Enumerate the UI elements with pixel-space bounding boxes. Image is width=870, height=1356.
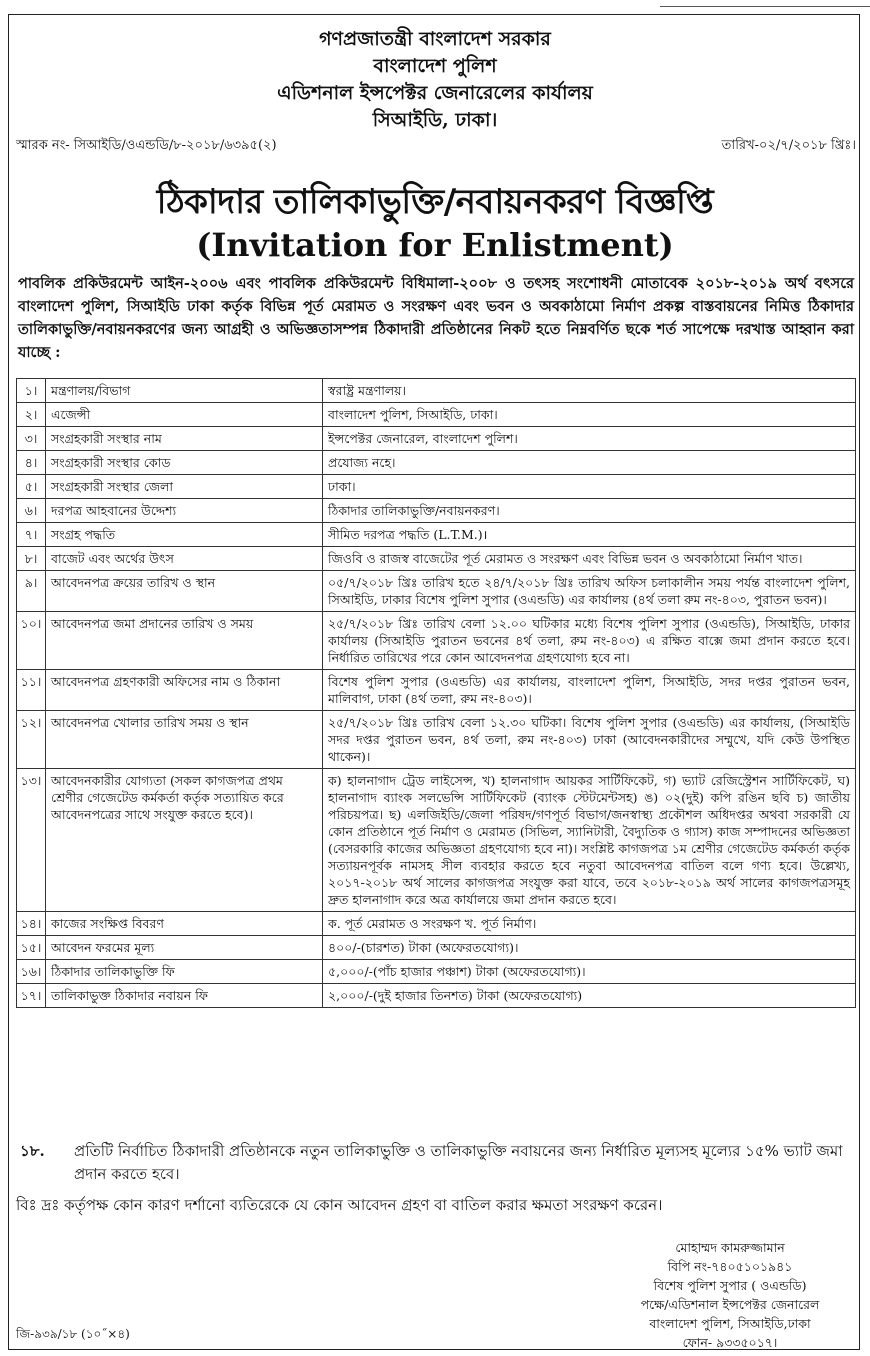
table-row	[17, 769, 856, 912]
table-row	[17, 984, 856, 1008]
row-serial: ১।	[17, 379, 46, 403]
row-serial: ৮।	[17, 547, 46, 571]
table-row	[17, 499, 856, 523]
row-serial: ২।	[17, 403, 46, 427]
row-value: বিশেষ পুলিশ সুপার (ওএন্ডডি) এর কার্যালয়, বাংলাদেশ পুলিশ, সিআইডি, সদর দপ্তর পুরাতন ভবন, মালিবাগ, ঢাকা (৪র্থ তলা, রুম নং-৪০৩)।	[323, 670, 856, 711]
letterhead	[0, 26, 870, 134]
row-value: ঠিকাদার তালিকাভুক্তি/নবায়নকরণ।	[323, 499, 856, 523]
tender-table	[16, 378, 856, 1008]
row-value: বাংলাদেশ পুলিশ, সিআইডি, ঢাকা।	[323, 403, 856, 427]
intro-paragraph: পাবলিক প্রকিউরমেন্ট আইন-২০০৬ এবং পাবলিক প্রকিউরমেন্ট বিধিমালা-২০০৮ ও তৎসহ সংশোধনী মোতাবেক ২০১৮-২০১৯ অর্থ বৎসরে বাংলাদেশ পুলিশ, সিআইডি ঢাকা কর্তৃক বিভিন্ন পূর্ত মেরামত ও সংরক্ষণ এবং ভবন ও অবকাঠামো নির্মাণ প্রকল্প বাস্তবায়নের নিমিত্ত ঠিকাদার তালিকাভুক্তি/নবায়নকরণের জন্য আগ্রহী ও অভিজ্ঞতাসম্পন্ন ঠিকাদারী প্রতিষ্ঠানের নিকট হতে নিম্নবর্ণিত ছকে শর্ত সাপেক্ষে দরখাস্ত আহ্বান করা যাচ্ছে :	[18, 275, 854, 361]
location-line: সিআইডি, ঢাকা।	[372, 109, 498, 131]
row-serial: ১২।	[17, 711, 46, 769]
row-serial: ৩।	[17, 427, 46, 451]
print-code: জি-৯৩৯/১৮ (১০˝×৪)	[16, 1327, 130, 1341]
row-value: ক. পূর্ত মেরামত ও সংরক্ষণ খ. পূর্ত নির্মাণ।	[323, 912, 856, 936]
top-edge-strip	[660, 0, 870, 7]
nota-bene: বিঃ দ্রঃ কর্তৃপক্ষ কোন কারণ দর্শানো ব্যতিরেকে যে কোন আবেদন গ্রহণ বা বাতিল করার ক্ষমতা সংরক্ষণ করেন।	[16, 1196, 663, 1214]
table-row	[17, 451, 856, 475]
table-row	[17, 670, 856, 711]
row-value: ০৫/৭/২০১৮ খ্রিঃ তারিখ হতে ২৪/৭/২০১৮ খ্রিঃ তারিখ অফিস চলাকালীন সময় পর্যন্ত বাংলাদেশ পুলিশ, সিআইডি, ঢাকার বিশেষ পুলিশ সুপার (ওএন্ডডি) এর কার্যালয় (৪র্থ তলা রুম নং-৪০৩, পুরাতন ভবন)।	[323, 571, 856, 612]
police-line: বাংলাদেশ পুলিশ	[373, 55, 497, 77]
row-serial: ১৪।	[17, 912, 46, 936]
row-label: সংগ্রহকারী সংস্থার জেলা	[46, 475, 323, 499]
office-line: এডিশনাল ইন্সপেক্টর জেনারেলের কার্যালয়	[277, 82, 593, 104]
row-value: স্বরাষ্ট্র মন্ত্রণালয়।	[323, 379, 856, 403]
signatory-phone: ফোন- ৯৩৩৫০১৭।	[682, 1335, 778, 1350]
table-row	[17, 427, 856, 451]
memo-number: স্মারক নং- সিআইডি/ওএন্ডডি/৮-২০১৮/৬৩৯৫(২)	[16, 138, 277, 153]
memo-date: তারিখ-০২/৭/২০১৮ খ্রিঃ।	[721, 138, 856, 153]
row-serial: ৭।	[17, 523, 46, 547]
row-serial: ৪।	[17, 451, 46, 475]
row-serial: ১১।	[17, 670, 46, 711]
row-value: সীমিত দরপত্র পদ্ধতি (L.T.M.)।	[323, 523, 856, 547]
table-row	[17, 475, 856, 499]
row-label: কাজের সংক্ষিপ্ত বিবরণ	[46, 912, 323, 936]
row-label: মন্ত্রণালয়/বিভাগ	[46, 379, 323, 403]
row-value: ঢাকা।	[323, 475, 856, 499]
row-serial: ১৬।	[17, 960, 46, 984]
note-18-number: ১৮.	[20, 1142, 45, 1160]
row-value: ৫,০০০/-(পাঁচ হাজার পঞ্চাশ) টাকা (অফেরতযোগ্য)।	[323, 960, 856, 984]
row-label: আবেদনকারীর যোগ্যতা (সকল কাগজপত্র প্রথম শ্রেণীর গেজেটেড কর্মকর্তা কর্তৃক সত্যায়িত করে আবেদনপত্রের সাথে সংযুক্ত করতে হবে)।	[46, 769, 323, 912]
row-value: জিওবি ও রাজস্ব বাজেটের পূর্ত মেরামত ও সংরক্ষণ এবং বিভিন্ন ভবন ও অবকাঠামো নির্মাণ খাত।	[323, 547, 856, 571]
signatory-name: মোহাম্মদ কামরুজ্জামান	[675, 1240, 785, 1255]
row-serial: ১০।	[17, 612, 46, 670]
table-row	[17, 523, 856, 547]
row-serial: ৯।	[17, 571, 46, 612]
row-label: সংগ্রহ পদ্ধতি	[46, 523, 323, 547]
signatory-designation: বিশেষ পুলিশ সুপার ( ওএন্ডডি)	[653, 1278, 807, 1293]
row-value: প্রযোজ্য নহে।	[323, 451, 856, 475]
table-row	[17, 912, 856, 936]
row-value: ২৫/৭/২০১৮ খ্রিঃ তারিখ বেলা ১২.০০ ঘটিকার মধ্যে বিশেষ পুলিশ সুপার (ওএন্ডডি), সিআইডি, ঢাকার কার্যালয় (সিআইডি পুরাতন ভবনের ৪র্থ তলা, রুম নং-৪০৩) এ রক্ষিত বাক্সে জমা প্রদান করতে হবে। নির্ধারিত তারিখের পরে কোন আবেদনপত্র গ্রহণযোগ্য হবে না।	[323, 612, 856, 670]
row-value: ৪০০/-(চারশত) টাকা (অফেরতযোগ্য)।	[323, 936, 856, 960]
row-value: ক) হালনাগাদ ট্রেড লাইসেন্স, খ) হালনাগাদ আয়কর সার্টিফিকেট, গ) ভ্যাট রেজিস্ট্রেশন সার্টিফিকেট, ঘ) হালনাগাদ ব্যাংক সলভেন্সি সার্টিফিকেট (ব্যাংক স্টেটমেন্টসহ) ঙ) ০২(দুই) কপি রঙিন ছবি চ) জাতীয় পরিচয়পত্র। ছ) এলজিইডি/জেলা পরিষদ/গণপূর্ত বিভাগ/জনস্বাস্থ্য প্রকৌশল অধিদপ্তর অথবা সরকারী যে কোন প্রতিষ্ঠানে পূর্ত নির্মাণ ও মেরামত (সিভিল, স্যানিটারী, বৈদ্যুতিক ও গ্যাস) কাজ সম্পাদনের অভিজ্ঞতা (বেসরকারি কাজের অভিজ্ঞতা গ্রহণযোগ্য হবে না)। সংশ্লিষ্ট কাগজপত্র ১ম শ্রেণীর গেজেটেড কর্মকর্তা কর্তৃক সত্যায়নপূর্বক নামসহ সীল ব্যবহার করতে হবে নতুবা আবেদনপত্র বাতিল বলে গণ্য হবে। উল্লেখ্য, ২০১৭-২০১৮ অর্থ সালের কাগজপত্র সংযুক্ত করা যাবে, তবে ২০১৮-২০১৯ অর্থ সালের কাগজপত্রসমূহ দ্রুত হালনাগাদ করে অত্র কার্যালয়ে জমা প্রদান করতে হবে।	[323, 769, 856, 912]
row-label: দরপত্র আহবানের উদ্দেশ্য	[46, 499, 323, 523]
row-serial: ৫।	[17, 475, 46, 499]
signatory-on-behalf: পক্ষে/এডিশনাল ইন্সপেক্টর জেনারেল	[640, 1297, 820, 1312]
row-label: আবেদনপত্র গ্রহণকারী অফিসের নাম ও ঠিকানা	[46, 670, 323, 711]
table-row	[17, 711, 856, 769]
row-label: বাজেট এবং অর্থের উৎস	[46, 547, 323, 571]
row-label: ঠিকাদার তালিকাভুক্তি ফি	[46, 960, 323, 984]
row-label: সংগ্রহকারী সংস্থার কোড	[46, 451, 323, 475]
signature-block	[600, 1238, 860, 1352]
table-row	[17, 547, 856, 571]
signatory-office: বাংলাদেশ পুলিশ, সিআইডি,ঢাকা	[649, 1316, 811, 1331]
row-label: আবেদনপত্র জমা প্রদানের তারিখ ও সময়	[46, 612, 323, 670]
notice-title-english: (Invitation for Enlistment)	[196, 226, 674, 264]
note-18-text: প্রতিটি নির্বাচিত ঠিকাদারী প্রতিষ্ঠানকে নতুন তালিকাভুক্তি ও তালিকাভুক্তি নবায়নের জন্য নির্ধারিত মূল্যসহ মূল্যের ১৫% ভ্যাট জমা প্রদান করতে হবে।	[74, 1142, 843, 1183]
row-serial: ১৫।	[17, 936, 46, 960]
row-label: আবেদন ফরমের মূল্য	[46, 936, 323, 960]
table-row	[17, 612, 856, 670]
row-label: তালিকাভুক্ত ঠিকাদার নবায়ন ফি	[46, 984, 323, 1008]
row-label: এজেন্সী	[46, 403, 323, 427]
table-row	[17, 936, 856, 960]
row-label: আবেদনপত্র খোলার তারিখ সময় ও স্থান	[46, 711, 323, 769]
row-value: ইন্সপেক্টর জেনারেল, বাংলাদেশ পুলিশ।	[323, 427, 856, 451]
row-serial: ১৭।	[17, 984, 46, 1008]
signatory-bp: বিপি নং-৭৪০৫১০১৯৪১	[667, 1259, 793, 1274]
table-row	[17, 960, 856, 984]
row-value: ২,০০০/-(দুই হাজার তিনশত) টাকা (অফেরতযোগ্য)	[323, 984, 856, 1008]
government-line: গণপ্রজাতন্ত্রী বাংলাদেশ সরকার	[319, 28, 551, 50]
notice-title-bangla: ঠিকাদার তালিকাভুক্তি/নবায়নকরণ বিজ্ঞপ্তি	[156, 182, 714, 222]
table-row	[17, 571, 856, 612]
row-serial: ১৩।	[17, 769, 46, 912]
row-value: ২৫/৭/২০১৮ খ্রিঃ তারিখ বেলা ১২.৩০ ঘটিকা। বিশেষ পুলিশ সুপার (ওএন্ডডি) এর কার্যালয়, (সিআইডি সদর দপ্তর পুরাতন ভবন, ৪র্থ তলা, রুম নং-৪০৩) ঢাকা (আবেদনকারীদের সম্মুখে, যদি কেউ উপস্থিত থাকেন)।	[323, 711, 856, 769]
row-label: সংগ্রহকারী সংস্থার নাম	[46, 427, 323, 451]
table-row	[17, 403, 856, 427]
row-label: আবেদনপত্র ক্রয়ের তারিখ ও স্থান	[46, 571, 323, 612]
table-row	[17, 379, 856, 403]
row-serial: ৬।	[17, 499, 46, 523]
